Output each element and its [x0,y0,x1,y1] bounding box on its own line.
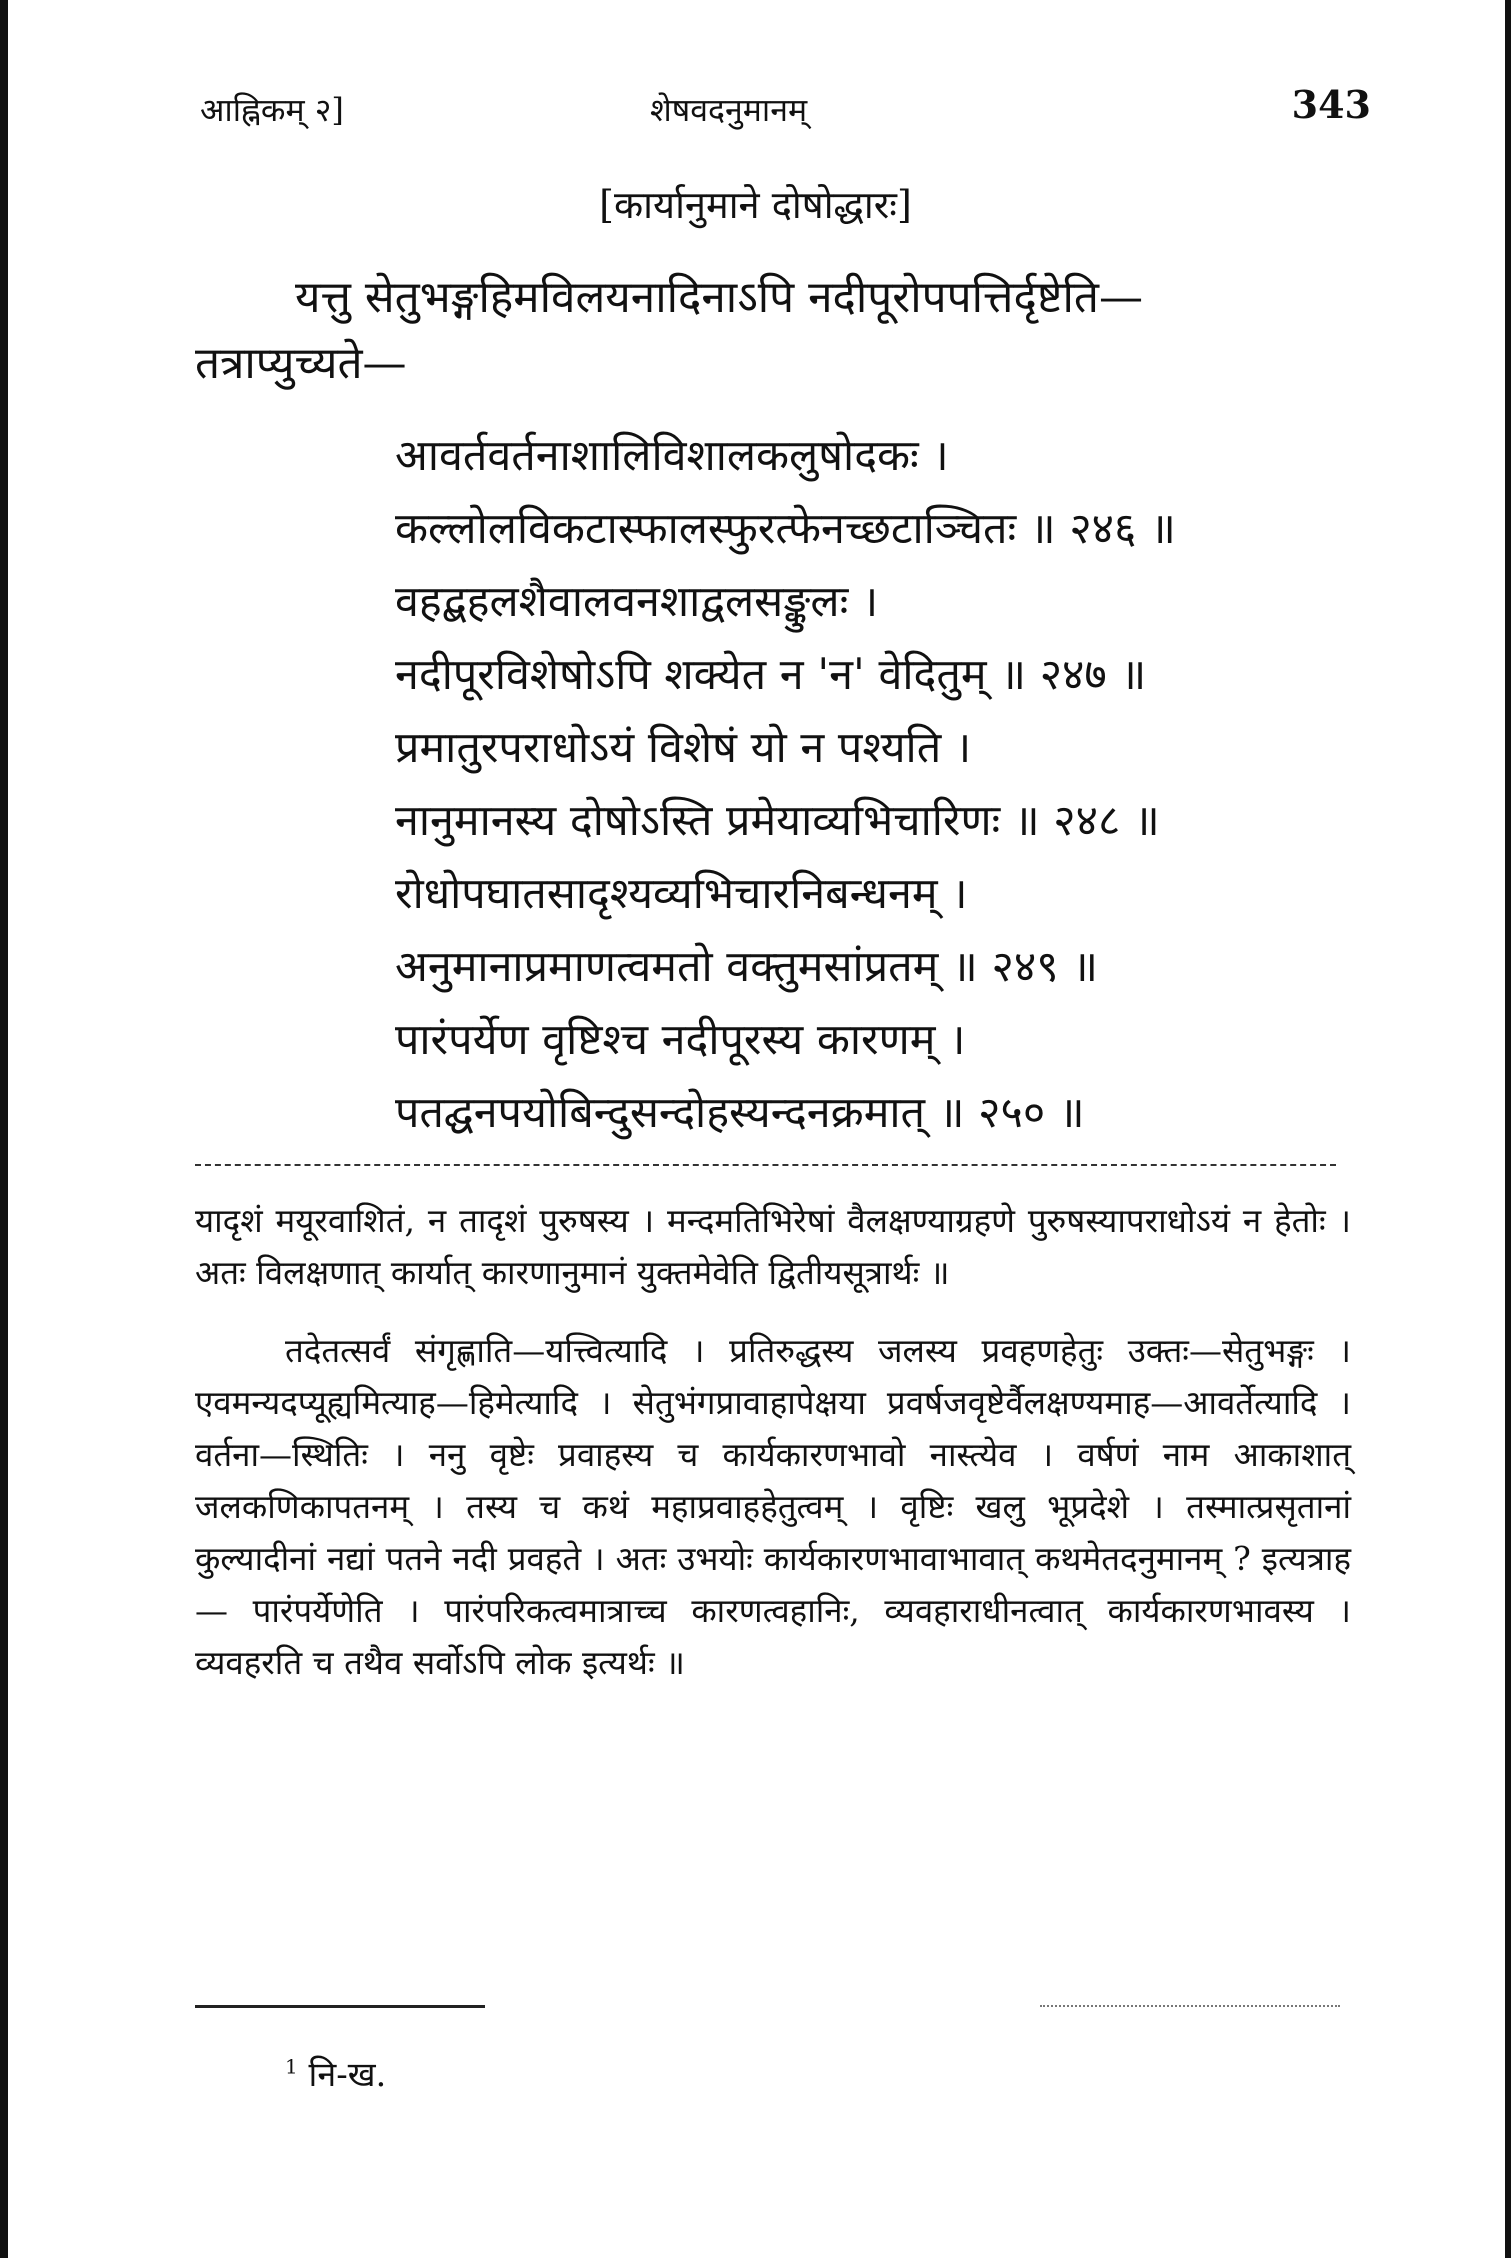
verse-line: वहद्बहलशैवालवनशाद्वलसङ्कुलः । [395,577,879,627]
header-chapter: आह्निकम् २] [200,91,344,129]
verse-line: पतद्घनपयोबिन्दुसन्दोहस्यन्दनक्रमात् ॥ २५० ॥ [395,1088,1085,1138]
footnote [285,2050,386,2096]
verse-line: अनुमानाप्रमाणत्वमतो वक्तुमसांप्रतम् ॥ २४९ ॥ [395,942,1098,992]
verse-line: रोधोपघातसादृश्यव्यभिचारनिबन्धनम् । [395,869,968,919]
verse-line: नदीपूरविशेषोऽपि शक्येत न 'न' वेदितुम् ॥ २४७ ॥ [395,650,1147,700]
verse-line: कल्लोलविकटास्फालस्फुरत्फेनच्छटाञ्चितः ॥ २४६ ॥ [395,504,1176,554]
commentary-paragraph-1: यादृशं मयूरवाशितं, न तादृशं पुरुषस्य । मन्दमतिभिरेषां वैलक्षण्याग्रहणे पुरुषस्यापराधोऽयं न हेतोः । अतः विलक्षणात् कार्यात् कारणानुमानं युक्तमेवेति द्वितीयसूत्रार्थः ॥ [195,1201,1351,1292]
footnote-rule [195,2005,485,2008]
section-divider [195,1164,1336,1166]
verse-line: पारंपर्येण वृष्टिश्च नदीपूरस्य कारणम् । [395,1015,966,1065]
verse-line: आवर्तवर्तनाशालिविशालकलुषोदकः । [395,431,949,481]
header-title: शेषवदनुमानम् [650,91,808,129]
intro-line-2: तत्राप्युच्यते— [195,338,407,389]
scan-right-edge [1505,0,1511,2258]
page-number: 343 [1291,82,1371,127]
scan-left-edge [0,0,8,2258]
verse-line: नानुमानस्य दोषोऽस्ति प्रमेयाव्यभिचारिणः ॥ २४८ ॥ [395,796,1160,846]
section-title: [कार्यानुमाने दोषोद्धारः] [599,183,912,227]
scan-dots [1040,2005,1340,2007]
intro-line-1: यत्तु सेतुभङ्गहिमविलयनादिनाऽपि नदीपूरोपपत्तिर्दृष्टेति— [295,272,1143,323]
running-header [200,82,1371,132]
verse-line: प्रमातुरपराधोऽयं विशेषं यो न पश्यति । [395,723,972,773]
commentary-paragraph-2: तदेतत्सर्वं संगृह्णाति—यत्त्वित्यादि । प्रतिरुद्धस्य जलस्य प्रवहणहेतुः उक्तः—सेतुभङ्गः । एवमन्यदप्यूह्यमित्याह—हिमेत्यादि । सेतुभंगप्रावाहापेक्षया प्रवर्षजवृष्टेर्वैलक्षण्यमाह—आवर्तेत्यादि । वर्तना—स्थितिः । ननु वृष्टेः प्रवाहस्य च कार्यकारणभावो नास्त्येव । वर्षणं नाम आकाशात् जलकणिकापतनम् । तस्य च कथं महाप्रवाहहेतुत्वम् । वृष्टिः खलु भूप्रदेशे । तस्मात्प्रसृतानां कुल्यादीनां नद्यां पतने नदी प्रवहते । अतः उभयोः कार्यकारणभावाभावात् कथमेतदनुमानम् ? इत्यत्राह— पारंपर्येणेति । पारंपरिकत्वमात्राच्च कारणत्वहानिः, व्यवहाराधीनत्वात् कार्यकारणभावस्य । व्यवहरति च तथैव सर्वोऽपि लोक इत्यर्थः ॥ [195,1331,1351,1682]
footnote-text: नि-ख. [308,2055,387,2095]
verse-block [395,420,1176,1150]
footnote-marker: 1 [285,2054,298,2079]
intro-prose [195,265,1356,397]
commentary [195,1195,1351,1715]
